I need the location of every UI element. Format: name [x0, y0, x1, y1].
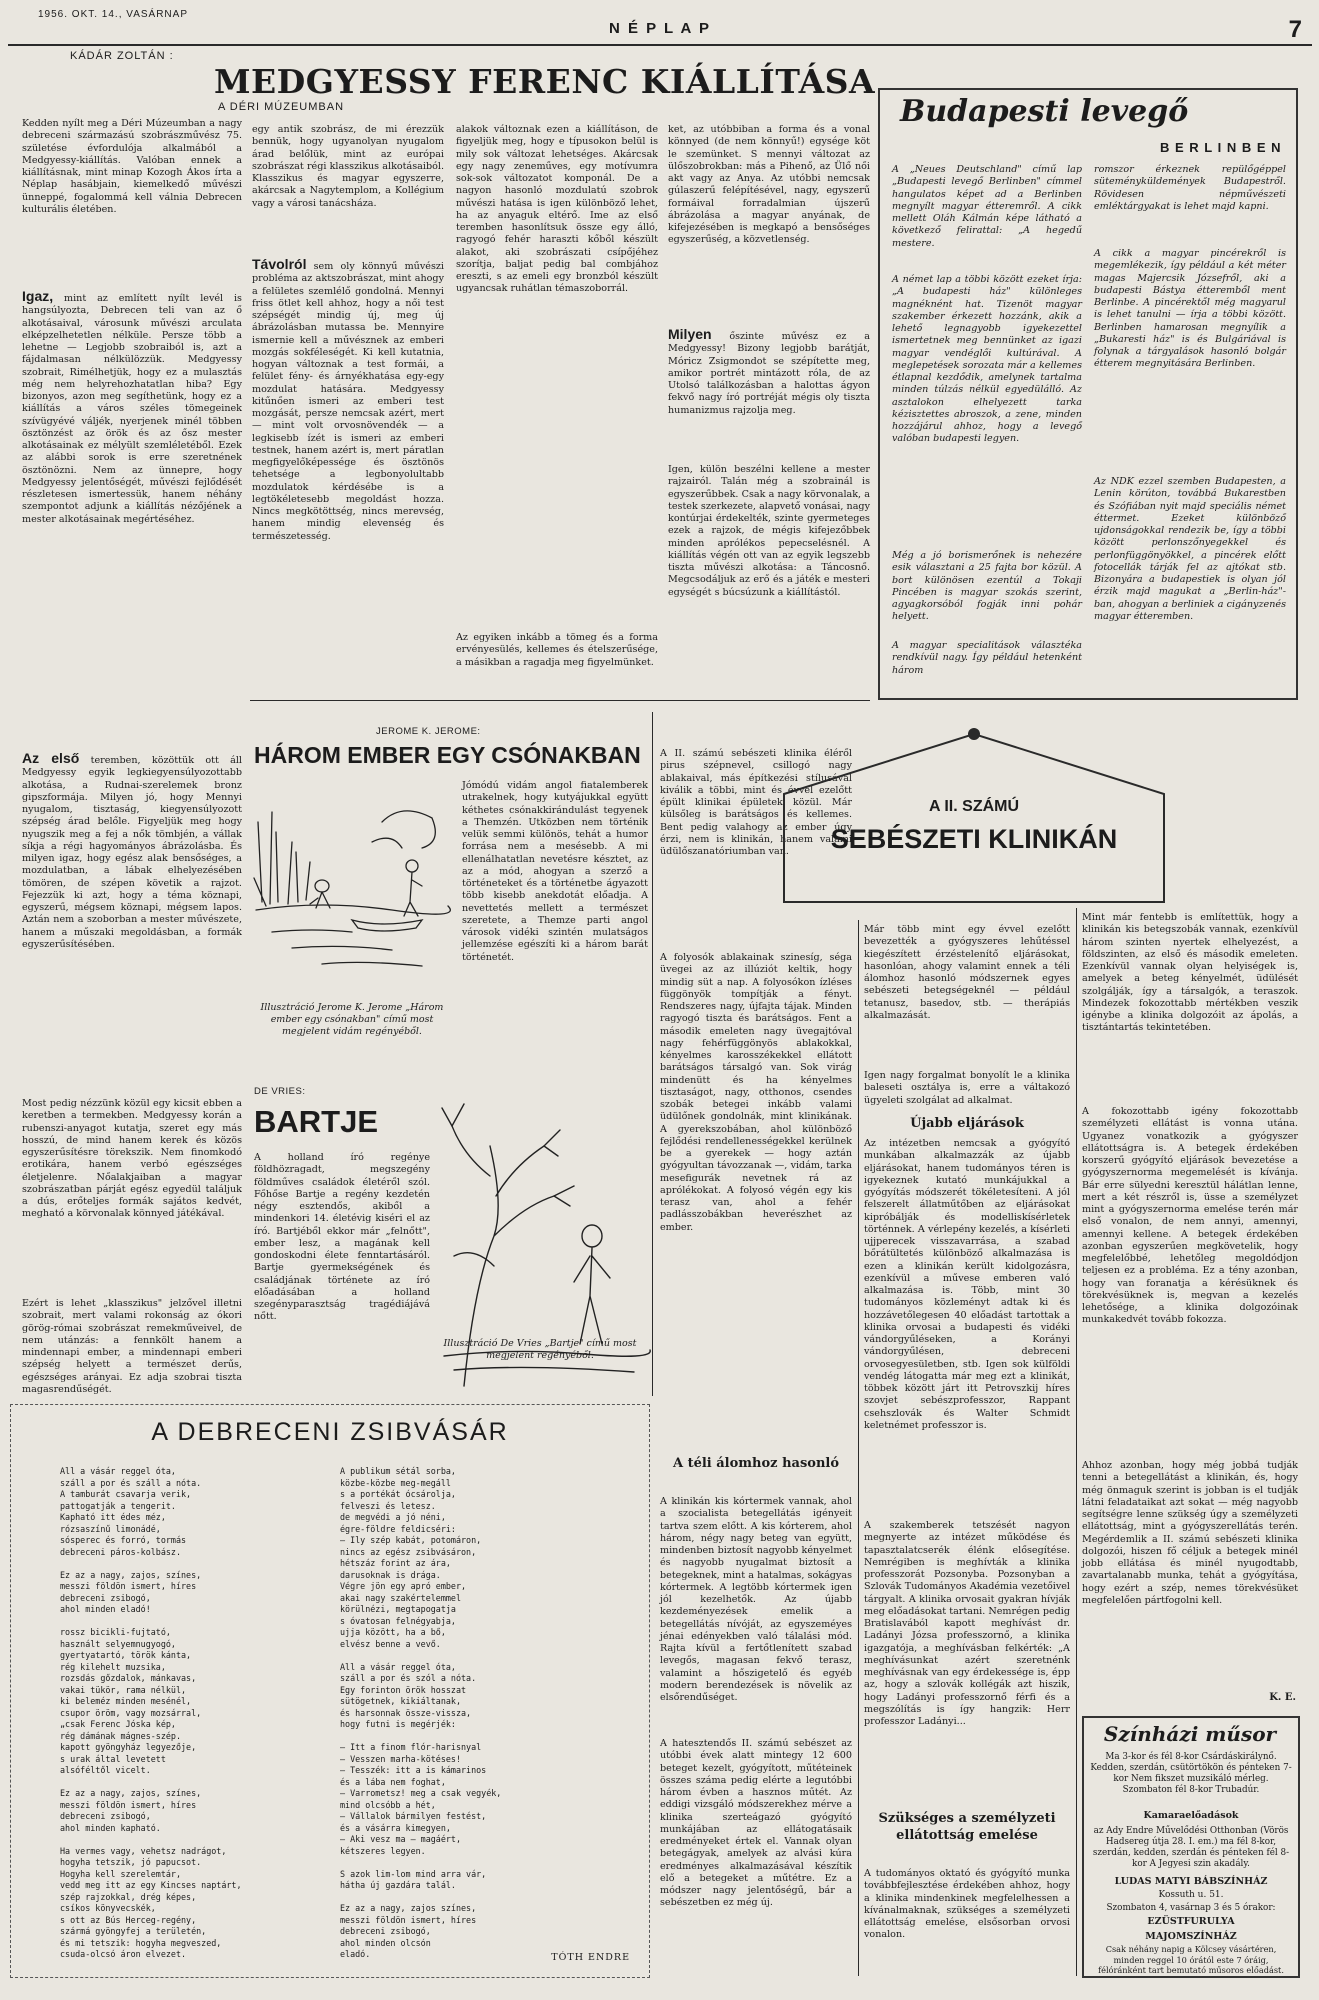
illustration-foliage [372, 811, 435, 848]
theatre-majom-title: MAJOMSZÍNHÁZ [1145, 1931, 1237, 1942]
budapest-paragraph-3: Még a jó borismerőnek is nehezére esik választani a 25 fajta bor közül. A bort különösen ezentúl a Tokaji Pincében is magyar szokás szerint, agyagkorsóból fogják inni pohár helyett. [892, 550, 1082, 623]
theatre-ludas-address: Kossuth u. 51. [1158, 1890, 1224, 1900]
clinic-paragraph-igen-nagy: Igen nagy forgalmat bonyolít le a klinika baleseti osztálya is, erre a váltakozó ügyeleti szolgálat ad alkalmat. [864, 1070, 1070, 1106]
clinic-paragraph-ujabb: Az intézetben nemcsak a gyógyító munkában alkalmazzák az újabb eljárásokat, hanem tudományos téren is igyekeznek kutató munkájukkal a gyógyítás módszerét tökéletesíteni. A jól felszerelt állatműtőben az eljárásokat kipróbálják és modelliskísérletek történnek. A vérlepény kezelés, a kísérleti ujjperecek visszavarrása, a szabad bőrátültetés különböző alkalmazása is ezen a klinikán került kidolgozásra, ezenkívül a művese emberen való alkalmazása is. Több, mint 30 tudományos közleményt adtak ki és hozzávetőlegesen 40 előadást tartottak a klinika orvosai a budapesti és vidéki vándorgyűléseken, a Korányi vándorgyűlésen, debreceni orvosegyesületben, stb. Igen sok külföldi vendég látogatta már meg ezt a klinikát, többek között járt itt Petrovszkij híres szovjet sebészprofesszor, Rappant csehszlovák és Walter Schmidt keletnémet professzor is. [864, 1138, 1070, 1431]
devries-author-line: DE VRIES: [254, 1086, 306, 1097]
clinic-paragraph-szukseges: A tudományos oktató és gyógyító munka továbbfejlesztése érdekében ahhoz, hogy a klinika mindenkinek megfelelhessen a kívánalmaknak, szükséges a személyzeti ellátottság emelése, elsősorban orvosi vonalon. [864, 1868, 1070, 1941]
exhibition-paragraph-tavolrol [252, 258, 444, 690]
exhibition-byline: KÁDÁR ZOLTÁN : [70, 50, 174, 62]
zsibvasar-poem-right: A publikum sétál sorba, közbe-közbe meg-megáll s a portékát ócsárolja, felveszi és letesz. de megvédi a jó néni, égre-földre feldicséri: — Ily szép kabát, potomáron, nincs az egész zsibvásáron, hétszáz forint az ára, darusoknak is drága. Végre jön egy apró ember, akai nagy szakértelemmel körülnézi, megtapogatja s óvatosan felnégyabja, ujja között, ha a bő, elvész benne a vevő. All a vásár reggel óta, száll a por és szól a nóta. Egy forinton örök hosszat sütögetnek, kikiáltanak, és harsonnak össze-vissza, hogy futni is megérjék: — Itt a finom flór-harisnyal — Vesszen marha-kötéses! — Tesszék: itt a is kámarinos és a lába nem foghat, — Varrometsz! meg a csak vegyék, mind olcsóbb a hét, — Vállalok bármilyen festést, és a vásárra kimegyen, — Aki vesz ma — magáért, kétszeres legyen. S azok lim-lom mind arra vár, hátha új gazdára talál. Ez az a nagy, zajos színes, messzi földön ismert, híres debreceni zsibogó, ahol minden olcsón eladó. [340, 1466, 502, 1959]
budapest-article-title: Budapesti levegő [900, 94, 1189, 129]
devries-description: A holland író regénye földhözragadt, megszegény földműves családok életéről szól. Főhőse Bartje a regény kezdetén négy esztendős, akiből a mindenkori 14. életévig kiséri el az író. Bartjéből ekkor már „felnőtt", ember lesz, a magának kell gondoskodni élete fenntartásáról. Bartje gyermekségének és családjának története az író előadásában a holland szegényparasztság tragédiájává nőtt. [254, 1152, 430, 1323]
page-header-paper-name: N É P L A P [608, 20, 712, 37]
exhibition-paragraph-ezert: Ezért is lehet „klasszikus" jelzővel illetni szobrait, mert valami rokonság az ókori görög-római szobrászat remekműveivel, de nem utánzás: a fennkölt hanem a mindennapi ember, a mindennapi emberi szépség helyett a természet derűs, egészséges arányai. Ez adja szobrai tiszta magasrendűségét. [22, 1298, 242, 1395]
jerome-book-title: HÁROM EMBER EGY CSÓNAKBAN [254, 742, 641, 768]
theatre-kamara-title: Kamaraelőadások [1143, 1810, 1239, 1821]
jerome-author-line: JEROME K. JEROME: [376, 726, 481, 737]
exhibition-paragraph-most: Most pedig nézzünk közül egy kicsit ebben a keretben a termekben. Medgyessy korán a rubenszi-anyagot kutatja, szeret egy más hosszú, de mind hanem kerek és közös egyszerűsítésre törekszik. Nem finomkodó erotikára, hanem verbó egészséges életjelenre. Nőalakjaiban a magyar szobrászatban párját egész egyedül találjuk a dús, erőteljes formák sajátos kedvét, megható a körvonalak könnyed játékával. [22, 1098, 242, 1220]
theatre-ludas: Szombaton 4, vasárnap 3 és 5 órakor: [1106, 1903, 1276, 1913]
theatre-csokonai: Ma 3-kor és fél 8-kor Csárdáskirálynő. Kedden, szerdán, csütörtökön és pénteken 7-kor Nem fikszet muzsikáló mérleg. Szombaton fél 8-kor Trubadúr. [1090, 1752, 1292, 1795]
zsibvasar-poem-left: All a vásár reggel óta, száll a por és száll a nóta. A tamburát csavarja verik, pattogatják a tengerit. Kapható itt édes méz, rózsaszínű limonádé, sósperec és forró, tormás debreceni páros-kolbász. Ez az a nagy, zajos, színes, messzi földön ismert, híres debreceni zsibogó, ahol minden eladó! rossz bicikli-fujtató, használt selyemnugyogó, gyertyatartó, török kánta, rég kilehelt muzsika, rozsdás gőzdalok, mánkavas, vakai tükör, rama nélkül, ki beleméz minden mesénél, csupor öröm, vagy mozsárral, „csak Ferenc Jóska kép, rég dámának mágnes-szép. kapott gyöngyház legyezője, s urak által levetett alsóféltől vicelt. Ez az a nagy, zajos, színes, messzi földön ismert, híres debreceni zsibogó, ahol minden kapható. Ha vermes vagy, vehetsz nadrágot, hogyha tetszik, jó papucsot. Hogyha kell szerelemtár, vedd meg itt az egy Kincses naptárt, szép rajzokkal, drég képes, csíkos könyvecskék, s ott az Bús Herceg-regény, szármá gyöngyfej a területén, és mi tetszik: hogyha megveszed, csuda-olcsó áron elvezet. [60, 1466, 242, 1959]
zsibvasar-signature: TÓTH ENDRE [551, 1952, 630, 1963]
clinic-subheading-teli: A téli álomhoz hasonló [672, 1456, 840, 1471]
theatre-ludas-play: EZÜSTFURULYA [1147, 1916, 1235, 1927]
lead-word-igaz: Igaz, [22, 288, 54, 304]
clinic-column-divider-1 [858, 920, 859, 1976]
illustration-reed [254, 812, 310, 906]
illustration-water-lines [272, 930, 422, 966]
illustration-figure-right-body [404, 872, 422, 916]
middle-column-divider [652, 712, 653, 1396]
exhibition-paragraph-igaz [22, 290, 242, 750]
clinic-paragraph-teli: A klinikán kis kórtermek vannak, ahol a szocialista betegellátás igényeit tartva szem előtt. A kis kórterem, ahol három, négy nagy beteg van együtt, mindenben biztosít nagyobb kényelmet és nagyobb nyugalmat biztosít a betegeknek, mint a hatalmas, sokágyas kórtermek. A legtöbb kórtermek igen jól kezelhetők. Az újabb kezdeményezések emelik a betegellátás nívóját, az egyszeméyes jénai edényekben való tálalási mód. Rajta kívül a fertőtlenített szabad levegős, magasan fekvő terasz, valamint a hőszigetelő és egyéb modern berendezések is növelik az elsőrendűséget. [660, 1496, 852, 1703]
clinic-subheading-szukseges: Szükséges a személyzeti ellátottság emelése [878, 1811, 1056, 1843]
clinic-title: SEBÉSZETI KLINIKÁN [830, 824, 1118, 854]
exhibition-paragraph-milyen [668, 328, 870, 460]
clinic-paragraph-mint-mar: Mint már fentebb is említettük, hogy a klinikán kis betegszobák vannak, ezenkívül három szinten nyertek elhelyezést, a földszinten, az első és második emeleten. Ezenkívül vannak olyan helyiségek is, amelyek a beteg kényelmét, üdülését szolgálják, így a társalgók, a teraszok. Mindezek fokozottabb mértékben veszik igénybe a klinika dolgozóit az ápolás, a tisztántartás tekintetében. [1082, 912, 1298, 1034]
theatre-kamara: az Ady Endre Művelődési Otthonban (Vörös Hadsereg útja 28. I. em.) ma fél 8-kor, szerdán, kedden, szerdán és pénteken fél 8-kor A Jegyesi szin akadály. [1092, 1826, 1290, 1869]
paragraph-milyen-text: őszinte művész ez a Medgyessy! Bizony legjobb barátját, Móricz Zsigmondot se szépítette meg, amikor portrét mintázott róla, de az Utolsó találkozásban a halottas ágyon fekvő nagy író portréját mégis oly tiszta humanizmus rajzolja meg. [668, 331, 870, 416]
header-rule [8, 44, 1312, 46]
illustration-figure-left-head [315, 880, 329, 892]
illustration-boy-head [582, 1225, 602, 1247]
exhibition-column3-top: alakok változnak ezen a kiállításon, de figyeljük meg, hogy e típusokon belül is mily sok változat lehetséges. Akárcsak egy nagy zeneműves, egy motívumra sok-sok változatot komponál. De a nagyon hasonló mozdulatú szobrok művészi hatása is igen különböző lehet, ha az anyaguk eltérő. Ime az első teremben hasonlítsuk össze egy álló, ragyogó fehér haraszti kőből készült alakot, aki szobrászati csípőjéhez szorítja, baljat pedig bal combjához ereszti, s az emeli egy bronzból készült ugyancsak ruhátlan témaszoborrál. [456, 124, 658, 295]
clinic-signature: K. E. [1269, 1692, 1296, 1703]
paragraph-tavolrol-text: sem oly könnyű művészi probléma az aktszobrászat, mint ahogy a felületes szemlélő gondolná. Mennyi friss ötlet kell ahhoz, hogy a női test szépségét mindig új, meg új ábrázolásban mutassa be. Mennyire ismernie kell a művésznek az emberi mozgás sokféleségét. Ki kell kutatnia, hogyan változnak a test formái, a felület fény- és árnyékhatása egy-egy mozdulat hatására. Medgyessy kitűnően ismeri az emberi test mozgását, persze nemcsak azért, mert — mint volt orvosnövendék — a legkisebb ízét is ismeri az emberi testnek, hanem azért is, mert páratlan megfigyelőképessége és ösztönös tehetsége a legbonyolultabb mozdulatok kérdésébe is a legtökéletesebb megoldást hozza. Nincs megkötöttség, nincs merevség, hanem mindig elevenség és természetesség. [252, 261, 444, 542]
exhibition-bottom-rule [250, 700, 870, 701]
clinic-column-divider-2 [1076, 908, 1077, 1976]
budapest-paragraph-4: A magyar specialitások választéka rendkívül nagy. Így például hetenként három [892, 640, 1082, 676]
illustration-tree-branches [442, 1104, 574, 1206]
illustration-figure-right-head [406, 860, 418, 872]
clinic-subheading-ujabb: Újabb eljárások [910, 1116, 1024, 1131]
exhibition-column3-bottom: Az egyiken inkább a tömeg és a forma ervényesülés, kellemes és ételszerűsége, a másikban a ragadja meg figyelmünket. [456, 632, 658, 668]
budapest-article-subtitle: B E R L I N B E N [1160, 140, 1282, 155]
exhibition-column2-top: egy antik szobrász, de mi érezzük bennük, hogy ugyanolyan nyugalom árad belőlük, mint az európai szobrászat régi klasszikus alkotásaiból. Klasszikus és magyar egyszerre, akárcsak a Nagytemplom, a Kollégium vagy a városi tanácsháza. [252, 124, 444, 209]
budapest-paragraph-6: A cikk a magyar pincérekről is megemlékezik, így például a két méter magas Majercsik Józsefről, aki a budapesti Bástya étteremből ment Berlinbe. A pincérektől még magyarul is lehet tanulni — írja a többi között. Berlinben hamarosan megnyílik a „Bukaresti ház" is és Bulgáriával is folynak a tárgyalások hasonló bolgár étterem megnyitására Berlinben. [1094, 248, 1286, 370]
clinic-title-prefix: A II. SZÁMÚ [928, 798, 1020, 815]
jerome-illustration [252, 782, 452, 992]
clinic-paragraph-hatesztendos: A hatesztendős II. számú sebészet az utóbbi évek alatt mintegy 12 600 beteget kezelt, gyógyított, műtéteinek összes száma pedig elérte a legutóbbi három évben a hasznos műtét. Az eddigi vizsgáló módszerekhez mérve a klinika szerteágazó gyógyító munkájában az ellátogatásaik eredményeket értek el. Vannak olyan betegágyak, amelyek az alvási kúra eredményes alkalmazásával készítik elő a betegeket a műtétre. Ez a módszer nagy jelentőségű, bár a sebészetben ez még új. [660, 1738, 852, 1909]
zsibvasar-title: A DEBRECENI ZSIBVÁSÁR [151, 1418, 509, 1446]
theatre-title: Színházi műsor [1103, 1722, 1277, 1746]
illustration-boy-body [574, 1248, 610, 1344]
clinic-intro: A II. számú sebészeti klinika éléről pirus szépnevel, csillogó nagy ablakaival, más építkezési stílusával kiválik a többi, mint és évvel ezelőtt épült klinikai épületek közül. Már külsőleg is barátságos és kellemes. Bent pedig valahogy az ember úgy érzi, nem is klinikán, hanem valami üdülőszanatóriumban van. [660, 748, 852, 857]
paragraph-igaz-text: mint az említett nyílt levél is hangsúlyozta, Debrecen teli van az ő alkotásaival, városunk művészi arculata elképzelhetetlen nélküle. Persze több a lehetne — Legjobb szobraiból is, azt a fájdalmasan nélkülözzük. Medgyessy szobrait, Rimélhetjük, hogy ez a mulasztás még nem helyrehozhatatlan hiba? Egy bizonyos, azon meg segíthetünk, hogy ez a kiállítás a város széles tömegeinek szívügyévé váljék, nyerjenek minél többen ösztönzést az örök és az ősz mester alkotásainak ez mélyült szemléletéből. Ezek az alábbi sorok is erre szeretnének ösztönözni. Nem az ünnepre, hogy Medgyessy jelentőségét, művészi fejlődését részletesen ismertessük, hanem néhány szempontot adjunk a kiállítás nézőjének a mester alkotásainak megértéséhez. [22, 293, 242, 525]
lead-word-az-elso: Az első [22, 750, 80, 766]
clinic-paragraph-mar-tobb: Már több mint egy évvel ezelőtt bevezették a gyógyszeres lehűtéssel kiegészített érzéstelenítő eljárásokat, hasonlóan, ahogy valamint ennek a téli álomhoz hasonló módszernek egyes sebészeti betegségeknél — például tetanusz, basedov, stb. — therápiás alkalmazását. [864, 924, 1070, 1021]
clinic-paragraph-szakemberek: A szakemberek tetszését nagyon megnyerte az intézet működése és tapasztalatcserék élénk elősegítése. Nemrégiben is meghívták a klinika professzorát Pozsonyba. Pozsonyban a Szlovák Tudományos Akadémia vezetőivel tárgyalt. A klinika orvosait gyakran hívják meg előadásokat tartani. Nemrégen pedig Bratislavából kapott meghívást dr. Ladányi Józsa professzornő, a klinika igazgatója, a meghívásban felkérték: „A meghívásunkat azért szeretnénk meghívásnak van egy érdekessége is, épp az, hogy a szlovák kollégák azt hiszik, hogy Ladányi professzornő férfi és a megszólítás is így hangzik: Herr professzor Ladányi... [864, 1520, 1070, 1727]
budapest-paragraph-5: romszor érkeznek repülőgéppel süteményküldemények Budapestről. Rövidesen népművészeti emléktárgyakat is lehet majd kapni. [1094, 164, 1286, 212]
exhibition-subtitle: A DÉRI MÚZEUMBAN [218, 101, 345, 113]
lead-word-milyen: Milyen [668, 326, 712, 342]
page-header-date: 1956. OKT. 14., VASÁRNAP [38, 9, 188, 20]
clinic-paragraph-folyosok: A folyosók ablakainak szinesíg, séga üvegei az az illúziót keltik, hogy mindig süt a nap. A folyosókon ízléses függönyök tompítják a fényt. Rendszeres nagy, újfajta tájak. Minden ragyogó tiszta és barátságos. Fent a második emeleten nagy üvegajtóval nagy fehérfüggönyös ablakokkal, kényelmes karosszékekkel ellátott barátságos társalgó van. Sok virág mindenütt és ha kényelmes tisztaságot, nagy, otthonos, csendes szobák betegei inkább valami üdülőnek gondolnák, mint klinikának. A gyerekszobában, ahol különböző fejlődési rendellenességekkel kerülnek be a gyerekek — hogy aztán gyógyultan távozzanak —, vidám, tarka mesefigurák nevetnek rá az aprólékokat. A folyosó végén egy kis terasz van, ahol a fehér padlásszobákban heverészhet az ember. [660, 952, 852, 1233]
illustration-riverbank [256, 905, 450, 914]
budapest-paragraph-1: A „Neues Deutschland" című lap „Budapesti levegő Berlinben" címmel hangulatos képet ad a Berlinben megnyílt magyar étteremről. A cikk mellett Oláh Kálmán képe látható a következő felirattal: „A hegedű mestere. [892, 164, 1082, 249]
budapest-paragraph-2: A német lap a többi között ezeket írja: „A budapesti ház" különleges magnéknént hat. Tizenöt magyar szakember érkezett hozzánk, akik a lehető legnagyobb igyekezettel ismertetnek meg bennünket az igazi magyar vendéglői kultúrával. A meglepetések sorozata már a kellemes étlapnal kezdődik, amelynek tartalma minden túlzás nélkül egyedülálló. Az asztalokon elhelyezett tarka kézisztettes abroszok, a zene, minden hozzájárul ahhoz, hogy a levegő valóban budapesti legyen. [892, 274, 1082, 445]
exhibition-paragraph-az-elso [22, 752, 242, 1092]
paragraph-az-elso-text: teremben, közöttük ott áll Medgyessy egyik legkiegyensúlyozottabb alkotása, a Rudnai-szerelemek bronz gipszformája. Milyen jó, hogy Mennyi nyugalom, tisztaság, kiegyensúlyozott szépség árad belőle. Figyeljük meg hogy nyugszik meg a fej a nők tömbjén, a vállak síkja a régi hagyományos ábrázolásba. És milyen igaz, hogy egész alak bensőséges, a mozdulatban, a lábak elhelyezésében tömören, de szépen követik a rajzot. Fejezzük ki azt, hogy a téma köznapi, egyszerű, mégsem köznapi, mégsem lapos. Aztán nem a szoborban a mester művészete, hanem a műszaki megoldásban, a formák egyszerűsítésében. [22, 755, 242, 950]
illustration-boat [352, 920, 422, 931]
clinic-paragraph-ahhoz: Ahhoz azonban, hogy még jobbá tudják tenni a betegellátást a klinikán, és, hogy még önmaguk szerint is jobban is el tudják látni feladataikat azt sokat — még nagyobb segítségre lenne szükség úgy a személyzeti ellátottság, mint a gyógyszerellátás terén. Megérdemlik a II. számú sebészeti klinika dolgozói, hiszen fő céljuk a betegek minél jobb ellátása és minél nyugodtabb, zavartalanabb munka, tehát a gyógyítása, hogy ezért a szép, nemes törekvésüket megfelelően pártfogolni kell. [1082, 1460, 1298, 1606]
exhibition-paragraph-igen: Igen, külön beszélni kellene a mester rajzairól. Talán még a szobrainál is egyszerűbbek. Csak a nagy körvonalak, a testek szerkezete, alapvető vonásai, nagy kontúrjai érdekelték, szinte gyermeteges ezek a rajzok, de mégis kifejezőbbek minden aprólékos pepecselésnél. A kiállítás végén ott van az egyik legszebb tiszta művészi alkotása: a Táncosnő. Megcsodáljuk az erő és a játék e mesteri egységét s búcsúzunk a kiállítástól. [668, 464, 870, 598]
theatre-ludas-title: LUDAS MATYI BÁBSZÍNHÁZ [1114, 1876, 1268, 1887]
jerome-description: Jómódú vidám angol fiatalemberek utrakelnek, hogy kutyájukkal együtt kéthetes csónakkirándulást tegyenek a Themzén. Utközben nem történik velük semmi különös, tehát a humor forrása nem a mesésebb. A mi ellenálhatatlan nevetésre késztet, az az a mód, ahogyan a szerző a történeteket és a történetbe ágyazott több kisebb anekdotát előadja. A nevettetés mellett a természet szeretete, a Themze parti angol városok vidéki szintén mulatságos jellemzése egészíti ki a három barát történetét. [462, 780, 648, 963]
clinic-header-frame [776, 724, 1172, 912]
lead-word-tavolrol: Távolról [252, 256, 307, 272]
clinic-paragraph-fokozottabb: A fokozottabb igény fokozottabb személyzeti ellátást is vonna utána. Ugyanez vonatkozik a gyógyszer ellátottságra is. A betegek érdekében korszerű gyógyító eljárások bevezetése a gyógyszernorma megemelését is kívánja. Bár erre sülyedni keresztül hálátlan lenne, mert a két részről is, üsse a személyzet mint a gyógyszernorma emelése terén már első vonalon, de nem annyi, amennyi, amennyi kellene. A betegek érdekében azonban egyszerűen megkövetelik, hogy megfelelőbbé, lehetőleg megoldódjon teljesen ez a probléma. Ez a tény azonban, hogy van foranatja a kérésüknek és törekvésüknek is, megvan a kezelés lehetősége, a klinika dolgozóinak munkakedvét tovább fokozza. [1082, 1106, 1298, 1326]
theatre-majom: Csak néhány napig a Kölcsey vásártéren, minden reggel 10 órától este 7 óráig, félóránként tart bemutató műsoros előadást. [1098, 1944, 1284, 1975]
exhibition-intro: Kedden nyílt meg a Déri Múzeumban a nagy debreceni származású szobrászművész 75. születése évfordulója alkalmából a Medgyessy-kiállítás. Valóban ennek a kiállításnak, mint minap Kozogh Ákos írta a Néplap hasábjain, kiemelkedő művészi ünneppé, fogalommá kell válnia Debrecen kulturális életében. [22, 118, 242, 215]
exhibition-column4-top: ket, az utóbbiban a forma és a vonal könnyed (de nem könnyű!) egysége köt le szemünket. S mennyi változat az ülőszobrokban: más a Pihenő, az Ülő női akt vagy az Anya. Az utóbbi nemcsak gúlaszerű felépítésével, nagy, egyszerű formáival forradalmian újszerű ábrázolása a magyar anyának, de kifejezésében is megkapó a bensőséges egyszerűség, a közvetlenség. [668, 124, 870, 246]
page-number: 7 [1288, 16, 1302, 43]
jerome-caption: Illusztráció Jerome K. Jerome „Három ember egy csónakban" című most megjelent vidám regényéből. [260, 1002, 444, 1037]
devries-caption: Illusztráció De Vries „Bartje" című most megjelent regényéből. [443, 1338, 637, 1361]
devries-book-title: BARTJE [254, 1104, 379, 1139]
exhibition-title: MEDGYESSY FERENC KIÁLLÍTÁSA [214, 62, 876, 101]
budapest-paragraph-7: Az NDK ezzel szemben Budapesten, a Lenin körúton, továbbá Bukarestben és Szófiában nyit majd speciális német éttermet. Ezeket különböző ujdonságokkal rendezik be, így a többi között perlonszőnyegekkel és perlonfüggönyökkel, a pincérek előtt fotocellák tárják fel az ajtókat stb. Bizonyára a budapestiek is olyan jól érzik majd magukat a „Berlin-ház"-ban, ahogyan a berliniek a cigányzenés magyar étteremben. [1094, 476, 1286, 622]
